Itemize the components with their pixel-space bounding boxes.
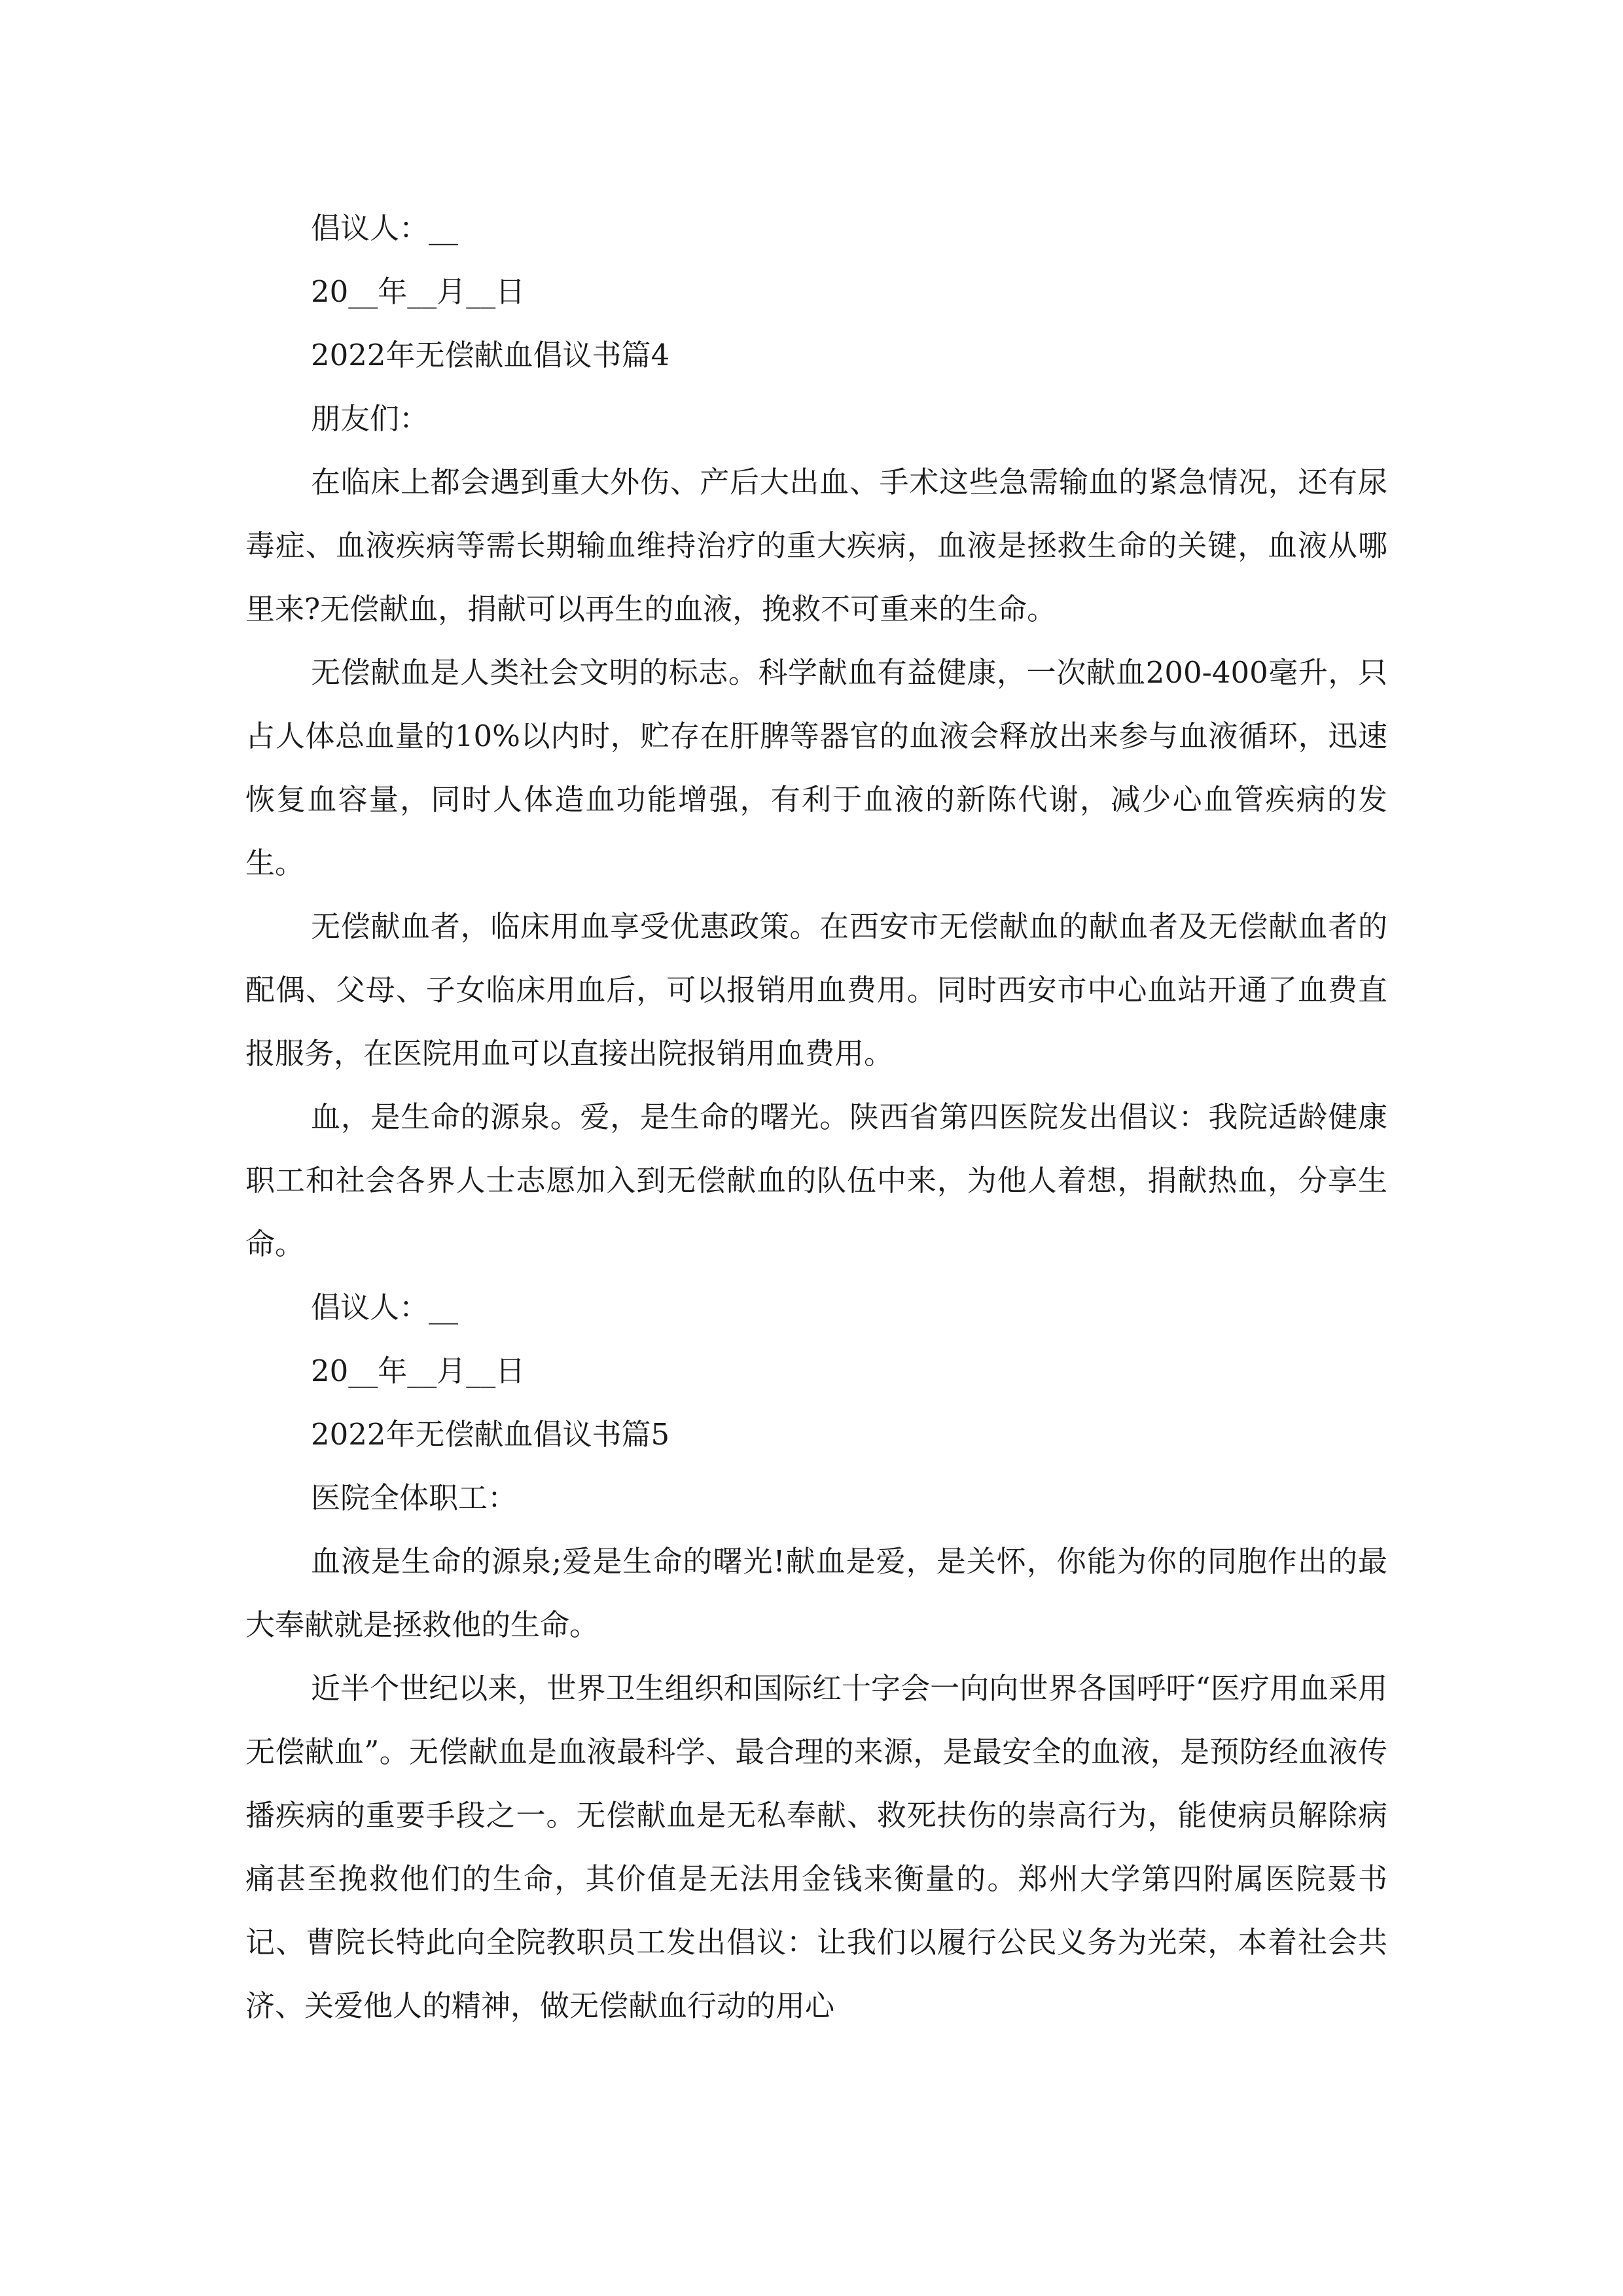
date-line: 20__年__月__日: [311, 274, 526, 309]
signer-line: 倡议人：__: [311, 211, 459, 245]
section-title: 2022年无偿献血倡议书篇4: [311, 338, 670, 372]
paragraph: 血，是生命的源泉。爱，是生命的曙光。陕西省第四医院发出倡议：我院适龄健康职工和社会各界人士志愿加入到无偿献血的队伍中来，为他人着想，捐献热血，分享生命。: [245, 1100, 1387, 1261]
section-title: 2022年无偿献血倡议书篇5: [311, 1417, 670, 1452]
salutation: 朋友们：: [311, 401, 429, 436]
paragraph: 近半个世纪以来，世界卫生组织和国际红十字会一向向世界各国呼吁“医疗用血采用无偿献血”。无偿献血是血液最科学、最合理的来源，是最安全的血液，是预防经血液传播疾病的重要手段之一。无偿献血是无私奉献、救死扶伤的崇高行为，能使病员解除病痛甚至挽救他们的生命，其价值是无法用金钱来衡量的。郑州大学第四附属医院聂书记、曹院长特此向全院教职员工发出倡议：让我们以履行公民义务为光荣，本着社会共济、关爱他人的精神，做无偿献血行动的用心: [245, 1671, 1387, 2023]
signer-line: 倡议人：__: [311, 1290, 459, 1325]
salutation: 医院全体职工：: [311, 1480, 518, 1515]
paragraph: 血液是生命的源泉;爱是生命的曙光!献血是爱，是关怀，你能为你的同胞作出的最大奉献就是拯救他的生命。: [245, 1544, 1387, 1642]
document-body: [245, 196, 1387, 2037]
paragraph: 无偿献血是人类社会文明的标志。科学献血有益健康，一次献血200-400毫升，只占人体总血量的10%以内时，贮存在肝脾等器官的血液会释放出来参与血液循环，迅速恢复血容量，同时人体造血功能增强，有利于血液的新陈代谢，减少心血管疾病的发生。: [245, 655, 1387, 880]
date-line: 20__年__月__日: [311, 1354, 526, 1388]
paragraph: 无偿献血者，临床用血享受优惠政策。在西安市无偿献血的献血者及无偿献血者的配偶、父母、子女临床用血后，可以报销用血费用。同时西安市中心血站开通了血费直报服务，在医院用血可以直接出院报销用血费用。: [245, 909, 1387, 1071]
paragraph: 在临床上都会遇到重大外伤、产后大出血、手术这些急需输血的紧急情况，还有尿毒症、血液疾病等需长期输血维持治疗的重大疾病，血液是拯救生命的关键，血液从哪里来?无偿献血，捐献可以再生的血液，挽救不可重来的生命。: [245, 465, 1387, 626]
